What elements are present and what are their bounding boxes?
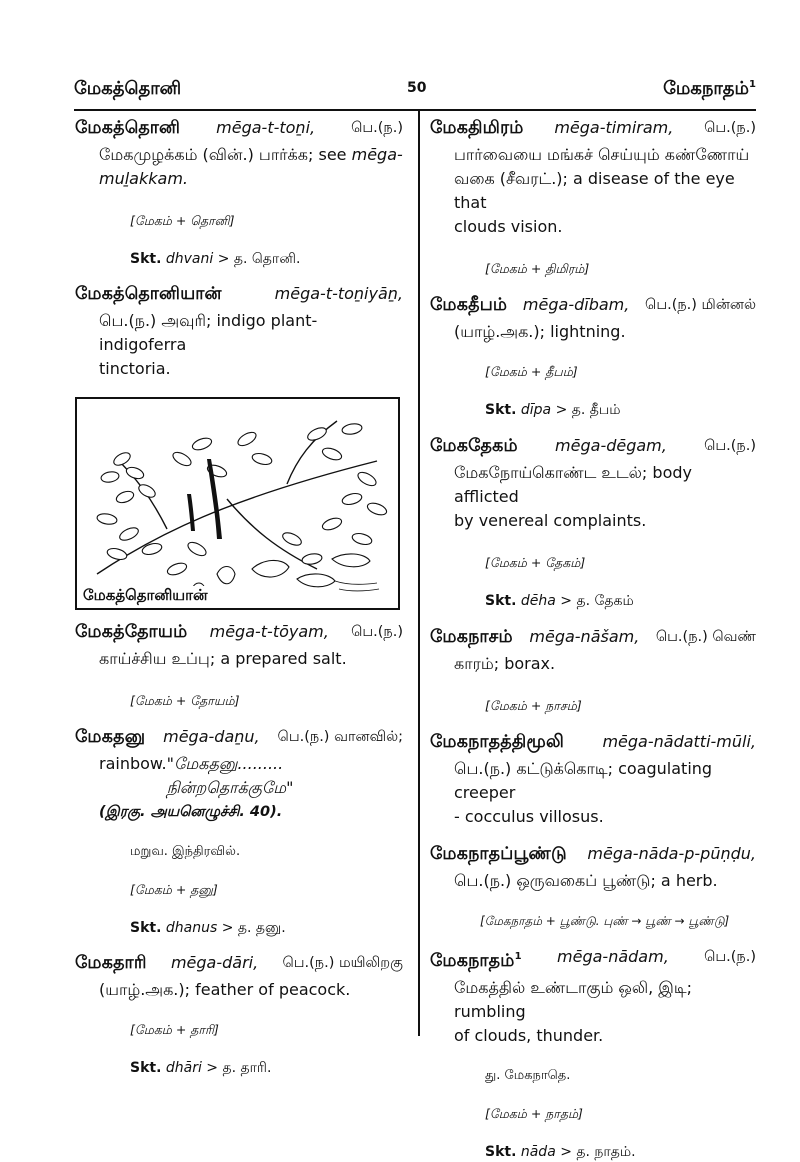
etymology: [மேகம் + தோயம்] <box>130 693 240 708</box>
entry-headline <box>430 730 756 754</box>
definition-line: - cocculus villosus. <box>454 807 604 826</box>
entry-mega-nadam <box>430 945 756 1162</box>
definition-line: (யாழ்.அக.); feather of peacock. <box>99 980 351 999</box>
skt-label: Skt. <box>485 1143 517 1160</box>
etymology: [மேகம் + தாரி] <box>130 1022 219 1037</box>
quotation-source: (இரகு. அயனெழுச்சி. 40). <box>99 804 283 820</box>
definition-text: rainbow. <box>99 754 167 773</box>
header-last-word-sup: 1 <box>749 79 756 90</box>
column-divider <box>418 111 420 1036</box>
transliteration: mēga-dēgam, <box>555 436 667 455</box>
cognate: து. மேகநாதெ. <box>485 1067 571 1083</box>
headword: மேகதனு <box>75 727 146 747</box>
entry-mega-nasam <box>430 625 756 716</box>
part-of-speech: பெ.(ந.) <box>351 120 403 136</box>
part-of-speech: பெ.(ந.) <box>704 120 756 136</box>
skt-word: dīpa <box>520 402 552 418</box>
entry-headline <box>75 282 403 306</box>
figure-caption: மேகத்தொனியான் <box>80 586 211 606</box>
transliteration: mēga-t-toṉi, <box>216 118 316 137</box>
skt-rest: > த. தனு. <box>221 920 286 936</box>
part-of-speech: பெ.(ந.) <box>704 949 756 965</box>
header-rule <box>74 109 756 111</box>
headword: மேகநாதத்திமூலி <box>430 732 565 752</box>
definition-text: பெ.(ந.) மயிலிறகு <box>282 955 403 971</box>
transliteration: mēga-t-tōyam, <box>209 622 329 641</box>
definition-line <box>75 752 403 800</box>
transliteration: mēga-timiram, <box>554 118 674 137</box>
entry-mega-t-toni <box>75 116 403 269</box>
cross-reference-cont: muḻakkam. <box>99 169 188 188</box>
plant-drawing <box>77 399 398 608</box>
entry-headline <box>430 842 756 866</box>
left-column <box>75 116 403 1078</box>
skt-word: dhanus <box>165 920 218 936</box>
skt-rest: > த. தாரி. <box>206 1060 272 1076</box>
skt-rest: > த. நாதம். <box>560 1143 636 1160</box>
skt-label: Skt. <box>485 593 517 609</box>
part-of-speech: பெ.(ந.) <box>704 438 756 454</box>
flower-details <box>192 554 370 595</box>
entry-headline <box>430 945 756 973</box>
header-first-word: மேகத்தொனி <box>74 78 182 99</box>
skt-label: Skt. <box>130 1060 162 1076</box>
skt-rest: > த. தேகம் <box>560 593 634 609</box>
page-header <box>74 78 756 108</box>
entry-mega-nada-p-pundu <box>430 842 756 931</box>
entry-headline <box>430 434 756 458</box>
skt-label: Skt. <box>130 920 162 936</box>
etymology: [மேகம் + நாதம்] <box>485 1105 583 1121</box>
etymology: [மேகநாதம் + பூண்டு. புண் → பூண் → பூண்டு] <box>480 914 730 928</box>
skt-label: Skt. <box>485 402 517 418</box>
entry-headline <box>430 293 756 317</box>
etymology: [மேகம் + தீபம்] <box>485 364 578 379</box>
entry-mega-t-toyam <box>75 620 403 711</box>
transliteration: mēga-dībam, <box>522 295 630 314</box>
entry-headline <box>75 725 403 749</box>
headword: மேகத்தொனியான் <box>75 284 222 304</box>
transliteration: mēga-t-toṉiyāṉ, <box>274 284 403 303</box>
entry-headline <box>75 116 403 140</box>
entry-mega-nadatti-muli <box>430 730 756 829</box>
entry-mega-dibam <box>430 293 756 420</box>
sanskrit-origin <box>75 249 403 269</box>
sanskrit-origin <box>430 400 756 420</box>
headword: மேகநாதப்பூண்டு <box>430 844 567 864</box>
headword: மேகதேகம் <box>430 436 518 456</box>
definition-text: பெ.(ந.) வானவில்; <box>277 729 403 745</box>
skt-rest: > த. தொனி. <box>217 251 301 267</box>
definition-line: பெ.(ந.) ஒருவகைப் பூண்டு; a herb. <box>454 871 718 890</box>
entry-mega-danu <box>75 725 403 938</box>
definition-line: (யாழ்.அக.); lightning. <box>454 322 626 341</box>
entry-mega-dari <box>75 951 403 1078</box>
headword: மேகத்தோயம் <box>75 622 188 642</box>
header-last-word-text: மேகநாதம் <box>663 78 750 99</box>
definition-text: பெ.(ந.) வெண் <box>655 629 756 645</box>
etymology: [மேகம் + நாசம்] <box>485 698 582 713</box>
headword: மேகதாரி <box>75 953 147 973</box>
transliteration: mēga-nāšam, <box>529 627 640 646</box>
entry-headline <box>430 116 756 140</box>
synonym: மறுவ. இந்திரவில். <box>130 844 241 859</box>
entry-headline <box>430 625 756 649</box>
skt-word: dhāri <box>165 1060 202 1076</box>
definition-line: பெ.(ந.) அவுரி; indigo plant-indigoferra <box>99 311 318 354</box>
skt-label: Skt. <box>130 251 162 267</box>
definition-line: பெ.(ந.) கட்டுக்கொடி; coagulating creeper <box>454 759 713 802</box>
transliteration: mēga-daṉu, <box>163 727 260 746</box>
transliteration: mēga-nādam, <box>557 947 669 966</box>
headword: மேகத்தொனி <box>75 118 181 138</box>
definition-line: பார்வையை மங்கச் செய்யும் கண்ணோய் <box>454 145 750 164</box>
headword-text: மேகநாதம் <box>430 950 515 971</box>
right-column <box>430 116 756 1162</box>
definition-text: பெ.(ந.) மின்னல் <box>645 297 756 313</box>
transliteration: mēga-nādatti-mūli, <box>602 732 756 751</box>
definition-line: காய்ச்சிய உப்பு; a prepared salt. <box>99 649 347 668</box>
sanskrit-origin <box>75 918 403 938</box>
headword: மேகதீபம் <box>430 295 508 315</box>
etymology: [மேகம் + தொனி] <box>130 213 235 228</box>
definition-line: மேகநோய்கொண்ட உடல்; body afflicted <box>454 463 692 506</box>
definition-line <box>75 143 403 167</box>
entry-headline <box>75 951 403 975</box>
page-number: 50 <box>407 80 427 96</box>
entry-mega-timiram <box>430 116 756 279</box>
skt-word: dēha <box>520 593 556 609</box>
homograph-number: 1 <box>514 951 522 962</box>
entry-mega-degam <box>430 434 756 611</box>
definition-text: மேகமுழக்கம் (வின்.) பார்க்க; see <box>99 145 347 164</box>
part-of-speech: பெ.(ந.) <box>351 624 403 640</box>
indigo-plant-illustration <box>75 397 400 610</box>
definition-line: tinctoria. <box>99 359 171 378</box>
sanskrit-origin <box>430 1142 756 1162</box>
skt-rest: > த. தீபம் <box>555 402 621 418</box>
definition-line: காரம்; borax. <box>454 654 556 673</box>
transliteration: mēga-dāri, <box>170 953 259 972</box>
cross-reference: mēga- <box>351 145 403 164</box>
sanskrit-origin <box>75 1058 403 1078</box>
headword <box>430 945 522 973</box>
headword: மேகநாசம் <box>430 627 513 647</box>
sanskrit-origin <box>430 591 756 611</box>
definition-line: by venereal complaints. <box>454 511 647 530</box>
entry-headline <box>75 620 403 644</box>
etymology: [மேகம் + தேகம்] <box>485 555 586 570</box>
skt-word: dhvani <box>165 251 214 267</box>
etymology: [மேகம் + திமிரம்] <box>485 261 590 276</box>
definition-line: வகை (சீவரட்.); a disease of the eye that <box>454 169 735 212</box>
definition-line: clouds vision. <box>454 217 563 236</box>
skt-word: nāda <box>520 1143 556 1160</box>
etymology: [மேகம் + தனு] <box>130 882 218 897</box>
headword: மேகதிமிரம் <box>430 118 524 138</box>
entry-mega-t-toniyan <box>75 282 403 381</box>
definition-line: மேகத்தில் உண்டாகும் ஒலி, இடி; rumbling <box>454 977 692 1021</box>
quotation: "மேகதனு......... நின்றதொக்குமே" <box>166 754 294 797</box>
definition-line: of clouds, thunder. <box>454 1025 604 1045</box>
header-last-word <box>663 78 756 101</box>
transliteration: mēga-nāda-p-pūṇḍu, <box>587 844 756 863</box>
